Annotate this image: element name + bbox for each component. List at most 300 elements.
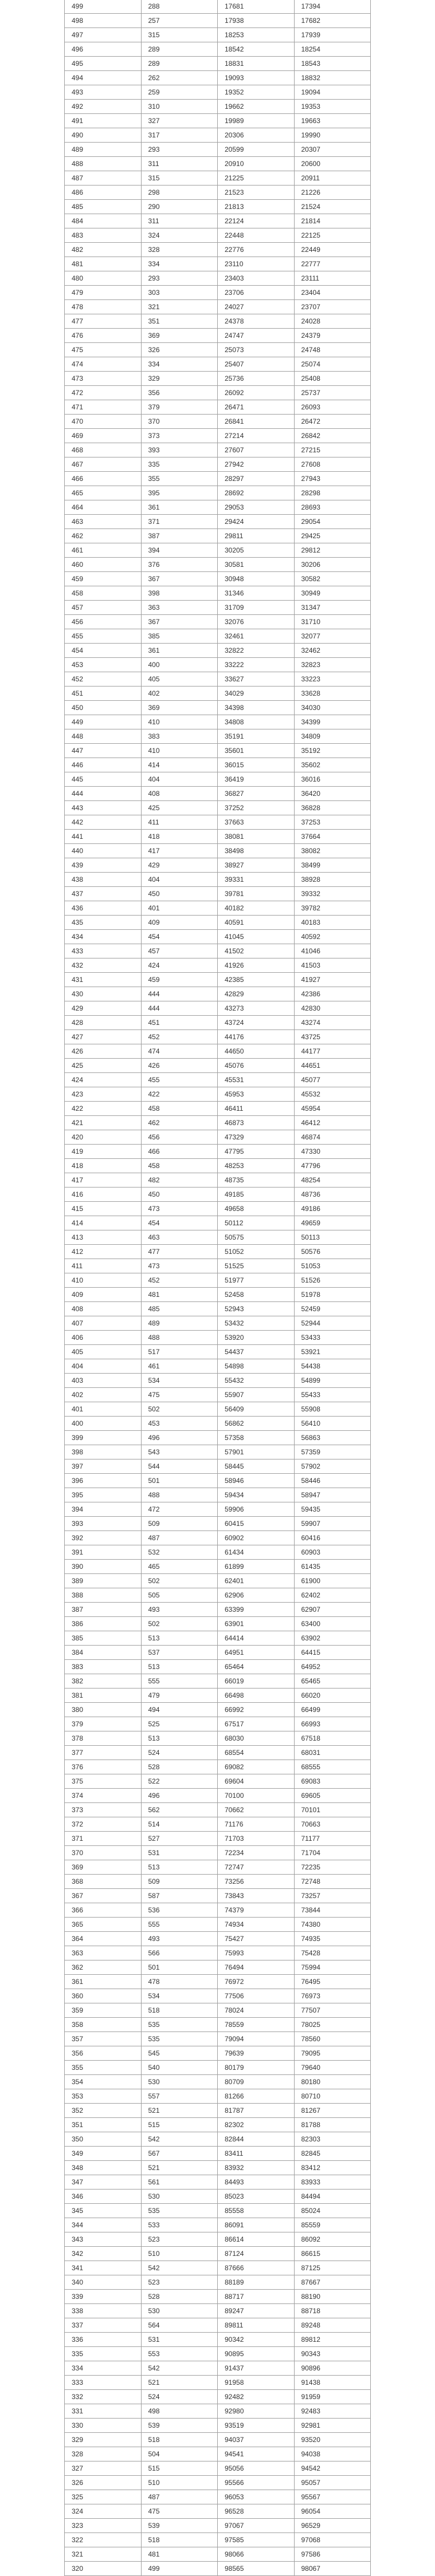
table-cell: 349 bbox=[65, 2147, 142, 2161]
table-cell: 360 bbox=[65, 1989, 142, 2003]
table-cell: 387 bbox=[141, 529, 218, 543]
table-row bbox=[65, 1617, 371, 1631]
table-cell: 408 bbox=[65, 1302, 142, 1316]
table-row bbox=[65, 1531, 371, 1545]
table-cell: 33223 bbox=[294, 672, 371, 687]
table-cell: 489 bbox=[65, 143, 142, 157]
table-row bbox=[65, 572, 371, 586]
table-cell: 19093 bbox=[218, 71, 295, 85]
table-row bbox=[65, 887, 371, 901]
table-cell: 86614 bbox=[218, 2232, 295, 2247]
table-cell: 61900 bbox=[294, 1574, 371, 1588]
table-cell: 40592 bbox=[294, 930, 371, 944]
table-cell: 351 bbox=[65, 2118, 142, 2132]
table-row bbox=[65, 1774, 371, 1789]
table-cell: 429 bbox=[141, 858, 218, 873]
table-row bbox=[65, 71, 371, 85]
table-cell: 97067 bbox=[218, 2519, 295, 2533]
table-cell: 28297 bbox=[218, 472, 295, 486]
table-cell: 418 bbox=[141, 830, 218, 844]
table-row bbox=[65, 372, 371, 386]
table-cell: 341 bbox=[65, 2261, 142, 2275]
table-cell: 317 bbox=[141, 128, 218, 143]
table-cell: 66020 bbox=[294, 1689, 371, 1703]
table-cell: 400 bbox=[141, 658, 218, 672]
table-cell: 454 bbox=[141, 930, 218, 944]
table-row bbox=[65, 529, 371, 543]
table-cell: 417 bbox=[141, 844, 218, 858]
table-cell: 479 bbox=[141, 1689, 218, 1703]
table-cell: 32461 bbox=[218, 629, 295, 644]
table-cell: 87124 bbox=[218, 2247, 295, 2261]
table-cell: 33627 bbox=[218, 672, 295, 687]
table-cell: 539 bbox=[141, 2519, 218, 2533]
table-cell: 97586 bbox=[294, 2547, 371, 2562]
table-cell: 289 bbox=[141, 42, 218, 57]
table-cell: 557 bbox=[141, 2089, 218, 2104]
table-cell: 43273 bbox=[218, 1001, 295, 1016]
table-cell: 79640 bbox=[294, 2061, 371, 2075]
table-row bbox=[65, 1488, 371, 1502]
table-cell: 31347 bbox=[294, 601, 371, 615]
table-cell: 85559 bbox=[294, 2218, 371, 2232]
table-cell: 68031 bbox=[294, 1746, 371, 1760]
table-cell: 394 bbox=[141, 543, 218, 558]
table-cell: 25736 bbox=[218, 372, 295, 386]
table-cell: 450 bbox=[141, 887, 218, 901]
table-cell: 399 bbox=[65, 1431, 142, 1445]
table-cell: 383 bbox=[141, 729, 218, 744]
table-row bbox=[65, 1001, 371, 1016]
table-cell: 448 bbox=[65, 729, 142, 744]
table-cell: 82302 bbox=[218, 2118, 295, 2132]
table-cell: 31709 bbox=[218, 601, 295, 615]
table-cell: 525 bbox=[141, 1717, 218, 1731]
table-cell: 56410 bbox=[294, 1417, 371, 1431]
table-cell: 20910 bbox=[218, 157, 295, 171]
table-cell: 82303 bbox=[294, 2132, 371, 2147]
table-cell: 39782 bbox=[294, 901, 371, 916]
table-cell: 484 bbox=[65, 214, 142, 228]
table-cell: 30205 bbox=[218, 543, 295, 558]
table-row bbox=[65, 601, 371, 615]
table-row bbox=[65, 930, 371, 944]
table-row bbox=[65, 57, 371, 71]
table-cell: 423 bbox=[65, 1087, 142, 1102]
table-cell: 518 bbox=[141, 2003, 218, 2018]
table-row bbox=[65, 2104, 371, 2118]
table-cell: 54438 bbox=[294, 1359, 371, 1374]
table-cell: 36016 bbox=[294, 772, 371, 787]
table-cell: 84493 bbox=[218, 2175, 295, 2190]
table-cell: 95567 bbox=[294, 2490, 371, 2504]
table-cell: 365 bbox=[65, 1918, 142, 1932]
table-row bbox=[65, 1188, 371, 1202]
table-cell: 544 bbox=[141, 1459, 218, 1474]
table-cell: 327 bbox=[141, 114, 218, 128]
table-row bbox=[65, 85, 371, 100]
table-row bbox=[65, 1817, 371, 1832]
table-row bbox=[65, 1145, 371, 1159]
table-cell: 436 bbox=[65, 901, 142, 916]
table-cell: 355 bbox=[141, 472, 218, 486]
table-cell: 333 bbox=[65, 2376, 142, 2390]
table-row bbox=[65, 2290, 371, 2304]
table-row bbox=[65, 2061, 371, 2075]
table-cell: 475 bbox=[141, 1388, 218, 1402]
table-cell: 453 bbox=[141, 1417, 218, 1431]
table-row bbox=[65, 1374, 371, 1388]
table-cell: 44651 bbox=[294, 1059, 371, 1073]
table-row bbox=[65, 844, 371, 858]
table-cell: 34029 bbox=[218, 687, 295, 701]
table-cell: 85024 bbox=[294, 2204, 371, 2218]
table-cell: 66993 bbox=[294, 1717, 371, 1731]
table-cell: 82844 bbox=[218, 2132, 295, 2147]
table-cell: 92482 bbox=[218, 2390, 295, 2404]
table-cell: 27607 bbox=[218, 443, 295, 457]
table-cell: 416 bbox=[65, 1188, 142, 1202]
table-row bbox=[65, 1646, 371, 1660]
table-row bbox=[65, 1316, 371, 1331]
table-cell: 72235 bbox=[294, 1860, 371, 1875]
table-cell: 73844 bbox=[294, 1903, 371, 1918]
table-row bbox=[65, 1302, 371, 1316]
table-cell: 485 bbox=[141, 1302, 218, 1316]
table-cell: 67517 bbox=[218, 1717, 295, 1731]
table-cell: 446 bbox=[65, 758, 142, 772]
table-row bbox=[65, 1545, 371, 1560]
table-cell: 97068 bbox=[294, 2533, 371, 2547]
table-cell: 26472 bbox=[294, 415, 371, 429]
table-row bbox=[65, 314, 371, 329]
table-cell: 379 bbox=[141, 400, 218, 415]
table-cell: 415 bbox=[65, 1202, 142, 1216]
table-row bbox=[65, 2447, 371, 2461]
table-row bbox=[65, 1731, 371, 1746]
table-cell: 493 bbox=[141, 1603, 218, 1617]
table-cell: 62402 bbox=[294, 1588, 371, 1603]
table-row bbox=[65, 1989, 371, 2003]
table-cell: 289 bbox=[141, 57, 218, 71]
table-cell: 408 bbox=[141, 787, 218, 801]
table-row bbox=[65, 415, 371, 429]
table-cell: 434 bbox=[65, 930, 142, 944]
table-cell: 430 bbox=[65, 987, 142, 1001]
table-cell: 339 bbox=[65, 2290, 142, 2304]
table-cell: 477 bbox=[141, 1245, 218, 1259]
table-cell: 460 bbox=[65, 558, 142, 572]
table-cell: 34398 bbox=[218, 701, 295, 715]
table-cell: 81788 bbox=[294, 2118, 371, 2132]
table-cell: 531 bbox=[141, 1846, 218, 1860]
table-cell: 76972 bbox=[218, 1975, 295, 1989]
table-row bbox=[65, 1560, 371, 1574]
table-cell: 487 bbox=[65, 171, 142, 186]
table-cell: 536 bbox=[141, 1903, 218, 1918]
table-row bbox=[65, 343, 371, 357]
table-cell: 26841 bbox=[218, 415, 295, 429]
table-cell: 77507 bbox=[294, 2003, 371, 2018]
table-cell: 373 bbox=[65, 1803, 142, 1817]
table-cell: 455 bbox=[65, 629, 142, 644]
table-cell: 41503 bbox=[294, 958, 371, 973]
table-cell: 63902 bbox=[294, 1631, 371, 1646]
table-row bbox=[65, 2190, 371, 2204]
table-cell: 380 bbox=[65, 1703, 142, 1717]
table-row bbox=[65, 100, 371, 114]
table-cell: 90896 bbox=[294, 2361, 371, 2376]
table-cell: 88190 bbox=[294, 2290, 371, 2304]
table-cell: 400 bbox=[65, 1417, 142, 1431]
table-cell: 340 bbox=[65, 2275, 142, 2290]
table-cell: 398 bbox=[141, 586, 218, 601]
table-row bbox=[65, 1903, 371, 1918]
table-cell: 72748 bbox=[294, 1875, 371, 1889]
table-cell: 89811 bbox=[218, 2318, 295, 2333]
table-row bbox=[65, 1889, 371, 1903]
table-row bbox=[65, 457, 371, 472]
table-row bbox=[65, 2089, 371, 2104]
table-cell: 59434 bbox=[218, 1488, 295, 1502]
table-cell: 475 bbox=[141, 2504, 218, 2519]
table-cell: 88717 bbox=[218, 2290, 295, 2304]
table-cell: 50575 bbox=[218, 1230, 295, 1245]
table-cell: 311 bbox=[141, 214, 218, 228]
table-row bbox=[65, 186, 371, 200]
table-cell: 66499 bbox=[294, 1703, 371, 1717]
table-cell: 36420 bbox=[294, 787, 371, 801]
table-cell: 69082 bbox=[218, 1760, 295, 1774]
table-cell: 65464 bbox=[218, 1660, 295, 1674]
table-cell: 44650 bbox=[218, 1044, 295, 1059]
table-cell: 444 bbox=[141, 1001, 218, 1016]
table-row bbox=[65, 1116, 371, 1130]
table-cell: 480 bbox=[65, 271, 142, 286]
table-cell: 345 bbox=[65, 2204, 142, 2218]
table-cell: 466 bbox=[65, 472, 142, 486]
table-cell: 21225 bbox=[218, 171, 295, 186]
table-cell: 27943 bbox=[294, 472, 371, 486]
table-cell: 53921 bbox=[294, 1345, 371, 1359]
table-cell: 530 bbox=[141, 2304, 218, 2318]
table-cell: 453 bbox=[65, 658, 142, 672]
table-cell: 67518 bbox=[294, 1731, 371, 1746]
table-cell: 411 bbox=[65, 1259, 142, 1273]
table-row bbox=[65, 543, 371, 558]
table-cell: 56863 bbox=[294, 1431, 371, 1445]
table-cell: 465 bbox=[65, 486, 142, 500]
table-cell: 410 bbox=[65, 1273, 142, 1288]
table-cell: 347 bbox=[65, 2175, 142, 2190]
table-cell: 404 bbox=[141, 772, 218, 787]
table-cell: 476 bbox=[65, 329, 142, 343]
table-cell: 315 bbox=[141, 171, 218, 186]
table-cell: 53432 bbox=[218, 1316, 295, 1331]
table-cell: 28692 bbox=[218, 486, 295, 500]
table-row bbox=[65, 128, 371, 143]
table-cell: 361 bbox=[141, 644, 218, 658]
table-cell: 479 bbox=[65, 286, 142, 300]
table-cell: 53433 bbox=[294, 1331, 371, 1345]
table-cell: 96054 bbox=[294, 2504, 371, 2519]
table-cell: 94038 bbox=[294, 2447, 371, 2461]
table-cell: 336 bbox=[65, 2333, 142, 2347]
table-cell: 473 bbox=[141, 1202, 218, 1216]
table-row bbox=[65, 1073, 371, 1087]
table-cell: 257 bbox=[141, 14, 218, 28]
table-cell: 515 bbox=[141, 2118, 218, 2132]
table-cell: 44176 bbox=[218, 1030, 295, 1044]
table-row bbox=[65, 2032, 371, 2046]
table-cell: 20600 bbox=[294, 157, 371, 171]
table-row bbox=[65, 1946, 371, 1960]
table-cell: 18542 bbox=[218, 42, 295, 57]
table-cell: 357 bbox=[65, 2032, 142, 2046]
table-cell: 459 bbox=[141, 973, 218, 987]
table-row bbox=[65, 987, 371, 1001]
table-row bbox=[65, 873, 371, 887]
table-row bbox=[65, 1674, 371, 1689]
table-cell: 499 bbox=[141, 2562, 218, 2576]
table-cell: 52459 bbox=[294, 1302, 371, 1316]
table-cell: 298 bbox=[141, 186, 218, 200]
table-cell: 17682 bbox=[294, 14, 371, 28]
table-cell: 45531 bbox=[218, 1073, 295, 1087]
table-cell: 50113 bbox=[294, 1230, 371, 1245]
table-cell: 452 bbox=[65, 672, 142, 687]
table-cell: 27214 bbox=[218, 429, 295, 443]
table-cell: 83411 bbox=[218, 2147, 295, 2161]
table-cell: 88189 bbox=[218, 2275, 295, 2290]
table-cell: 32822 bbox=[218, 644, 295, 658]
table-cell: 50576 bbox=[294, 1245, 371, 1259]
table-cell: 288 bbox=[141, 0, 218, 14]
table-cell: 461 bbox=[141, 1359, 218, 1374]
table-row bbox=[65, 1846, 371, 1860]
table-cell: 488 bbox=[141, 1331, 218, 1345]
table-cell: 475 bbox=[65, 343, 142, 357]
table-cell: 528 bbox=[141, 1760, 218, 1774]
table-cell: 33222 bbox=[218, 658, 295, 672]
table-cell: 60902 bbox=[218, 1531, 295, 1545]
table-cell: 441 bbox=[65, 830, 142, 844]
table-row bbox=[65, 486, 371, 500]
table-cell: 38081 bbox=[218, 830, 295, 844]
table-row bbox=[65, 2318, 371, 2333]
table-row bbox=[65, 1059, 371, 1073]
table-cell: 486 bbox=[65, 186, 142, 200]
table-cell: 38927 bbox=[218, 858, 295, 873]
table-row bbox=[65, 1803, 371, 1817]
table-cell: 78025 bbox=[294, 2018, 371, 2032]
table-cell: 432 bbox=[65, 958, 142, 973]
table-cell: 57902 bbox=[294, 1459, 371, 1474]
table-cell: 348 bbox=[65, 2161, 142, 2175]
table-row bbox=[65, 2547, 371, 2562]
table-cell: 23110 bbox=[218, 257, 295, 271]
table-row bbox=[65, 1459, 371, 1474]
table-row bbox=[65, 2347, 371, 2361]
table-cell: 68030 bbox=[218, 1731, 295, 1746]
table-cell: 385 bbox=[65, 1631, 142, 1646]
table-cell: 382 bbox=[65, 1674, 142, 1689]
table-cell: 48735 bbox=[218, 1173, 295, 1188]
table-row bbox=[65, 257, 371, 271]
table-cell: 20599 bbox=[218, 143, 295, 157]
table-row bbox=[65, 515, 371, 529]
table-cell: 315 bbox=[141, 28, 218, 42]
table-row bbox=[65, 2261, 371, 2275]
table-row bbox=[65, 858, 371, 873]
table-cell: 59906 bbox=[218, 1502, 295, 1517]
table-cell: 407 bbox=[65, 1316, 142, 1331]
table-row bbox=[65, 772, 371, 787]
table-cell: 76494 bbox=[218, 1960, 295, 1975]
table-cell: 355 bbox=[65, 2061, 142, 2075]
table-cell: 410 bbox=[141, 744, 218, 758]
table-cell: 80710 bbox=[294, 2089, 371, 2104]
table-row bbox=[65, 744, 371, 758]
table-cell: 417 bbox=[65, 1173, 142, 1188]
table-cell: 501 bbox=[141, 1960, 218, 1975]
table-cell: 326 bbox=[141, 343, 218, 357]
table-cell: 431 bbox=[65, 973, 142, 987]
table-cell: 90342 bbox=[218, 2333, 295, 2347]
table-cell: 334 bbox=[65, 2361, 142, 2376]
table-cell: 35601 bbox=[218, 744, 295, 758]
table-cell: 71703 bbox=[218, 1832, 295, 1846]
table-cell: 406 bbox=[65, 1331, 142, 1345]
table-cell: 540 bbox=[141, 2061, 218, 2075]
table-cell: 79095 bbox=[294, 2046, 371, 2061]
table-cell: 96053 bbox=[218, 2490, 295, 2504]
table-row bbox=[65, 228, 371, 243]
table-cell: 385 bbox=[141, 629, 218, 644]
table-cell: 41045 bbox=[218, 930, 295, 944]
table-cell: 22777 bbox=[294, 257, 371, 271]
table-cell: 92980 bbox=[218, 2404, 295, 2419]
table-cell: 63399 bbox=[218, 1603, 295, 1617]
table-cell: 26093 bbox=[294, 400, 371, 415]
table-cell: 514 bbox=[141, 1817, 218, 1832]
table-row bbox=[65, 1588, 371, 1603]
table-cell: 96528 bbox=[218, 2504, 295, 2519]
table-cell: 32076 bbox=[218, 615, 295, 629]
table-row bbox=[65, 2218, 371, 2232]
table-cell: 37663 bbox=[218, 815, 295, 830]
table-cell: 439 bbox=[65, 858, 142, 873]
table-cell: 395 bbox=[141, 486, 218, 500]
table-row bbox=[65, 701, 371, 715]
table-row bbox=[65, 2533, 371, 2547]
table-cell: 44177 bbox=[294, 1044, 371, 1059]
table-cell: 29424 bbox=[218, 515, 295, 529]
table-row bbox=[65, 1159, 371, 1173]
table-cell: 47796 bbox=[294, 1159, 371, 1173]
table-cell: 321 bbox=[141, 300, 218, 314]
table-cell: 19663 bbox=[294, 114, 371, 128]
table-cell: 62906 bbox=[218, 1588, 295, 1603]
table-cell: 82845 bbox=[294, 2147, 371, 2161]
table-cell: 533 bbox=[141, 2218, 218, 2232]
table-row bbox=[65, 973, 371, 987]
table-cell: 492 bbox=[65, 100, 142, 114]
table-cell: 510 bbox=[141, 2476, 218, 2490]
table-cell: 324 bbox=[141, 228, 218, 243]
table-cell: 32077 bbox=[294, 629, 371, 644]
table-cell: 45954 bbox=[294, 1102, 371, 1116]
